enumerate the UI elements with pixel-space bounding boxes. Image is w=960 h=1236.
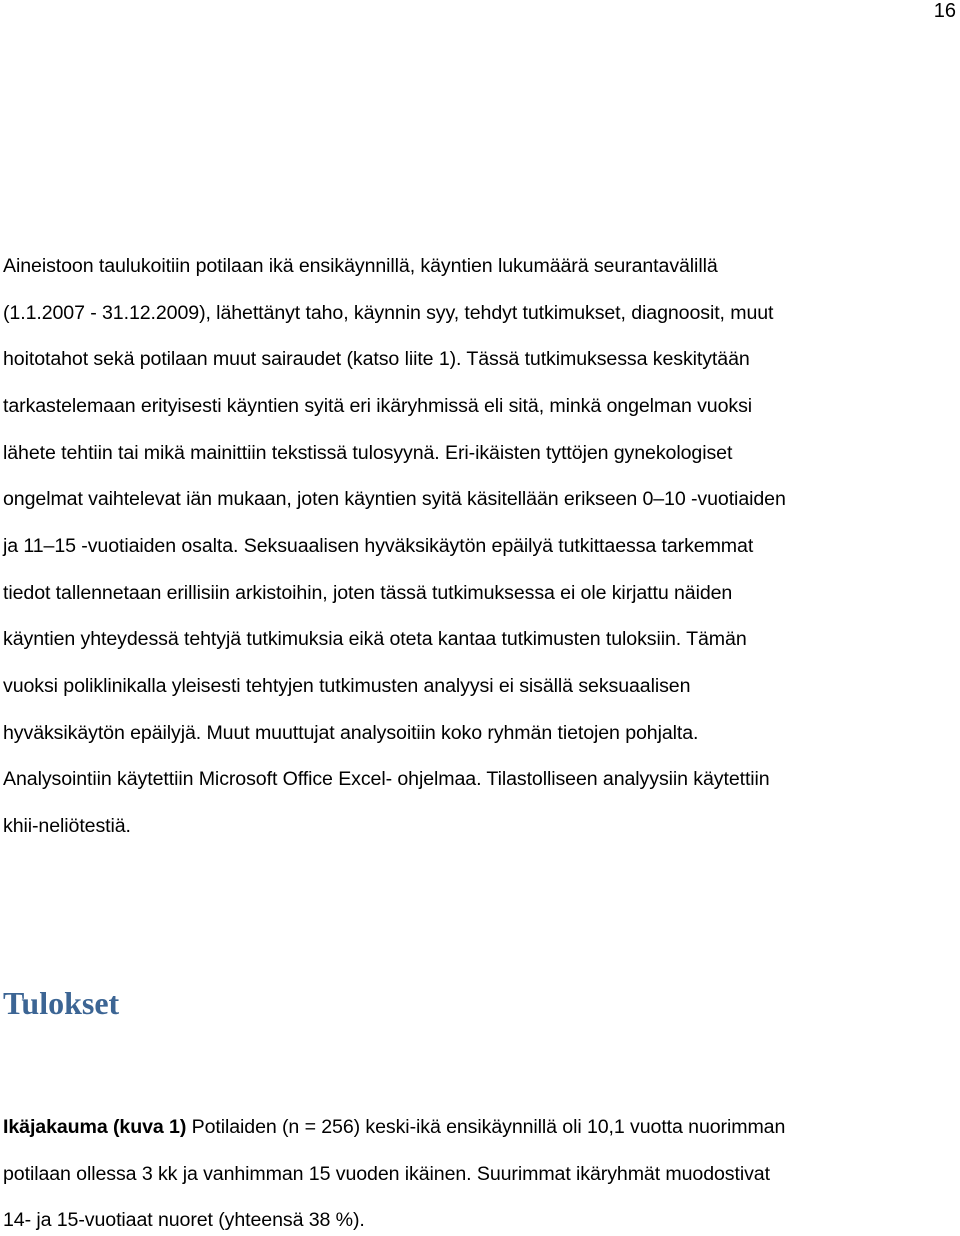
paragraph-lead: Ikäjakauma (kuva 1) bbox=[3, 1116, 187, 1138]
paragraph-line: ongelmat vaihtelevat iän mukaan, joten käyntien syitä käsitellään erikseen 0–10 -vuotiaiden bbox=[3, 488, 786, 511]
paragraph-line: (1.1.2007 - 31.12.2009), lähettänyt taho, käynnin syy, tehdyt tutkimukset, diagnoosit, muut bbox=[3, 301, 774, 324]
paragraph-line: käyntien yhteydessä tehtyjä tutkimuksia eikä oteta kantaa tutkimusten tuloksiin. Tämän bbox=[3, 628, 747, 651]
paragraph-results-line: potilaan ollessa 3 kk ja vanhimman 15 vuoden ikäinen. Suurimmat ikäryhmät muodostivat bbox=[3, 1163, 770, 1185]
paragraph-line: vuoksi poliklinikalla yleisesti tehtyjen tutkimusten analyysi ei sisällä seksuaalisen bbox=[3, 674, 691, 697]
paragraph-line: Analysointiin käytettiin Microsoft Office Excel- ohjelmaa. Tilastolliseen analyysiin käytettiin bbox=[3, 768, 770, 791]
paragraph-line: tarkastelemaan erityisesti käyntien syitä eri ikäryhmissä eli sitä, minkä ongelman vuoksi bbox=[3, 394, 753, 417]
paragraph-line: Aineistoon taulukoitiin potilaan ikä ensikäynnillä, käyntien lukumäärä seurantavälillä bbox=[3, 255, 718, 277]
paragraph-text: Potilaiden (n = 256) keski-ikä ensikäynnillä oli 10,1 vuotta nuorimman bbox=[186, 1116, 786, 1138]
paragraph-line: ja 11–15 -vuotiaiden osalta. Seksuaalisen hyväksikäytön epäilyä tutkittaessa tarkemmat bbox=[3, 534, 754, 557]
paragraph-line: hyväksikäytön epäilyjä. Muut muuttujat analysoitiin koko ryhmän tietojen pohjalta. bbox=[3, 721, 699, 744]
paragraph-line: tiedot tallennetaan erillisiin arkistoihin, joten tässä tutkimuksessa ei ole kirjattu näiden bbox=[3, 581, 733, 604]
paragraph-line: hoitotahot sekä potilaan muut sairaudet (katso liite 1). Tässä tutkimuksessa keskitytään bbox=[3, 348, 750, 371]
paragraph-results-line: 14- ja 15-vuotiaat nuoret (yhteensä 38 %). bbox=[3, 1209, 365, 1231]
paragraph-line: khii-neliötestiä. bbox=[3, 814, 131, 837]
page-number: 16 bbox=[933, 0, 956, 22]
paragraph-line: lähete tehtiin tai mikä mainittiin tekstissä tulosyynä. Eri-ikäisten tyttöjen gynekologiset bbox=[3, 441, 733, 464]
paragraph-results-line bbox=[3, 1116, 785, 1139]
section-heading: Tulokset bbox=[3, 985, 120, 1021]
